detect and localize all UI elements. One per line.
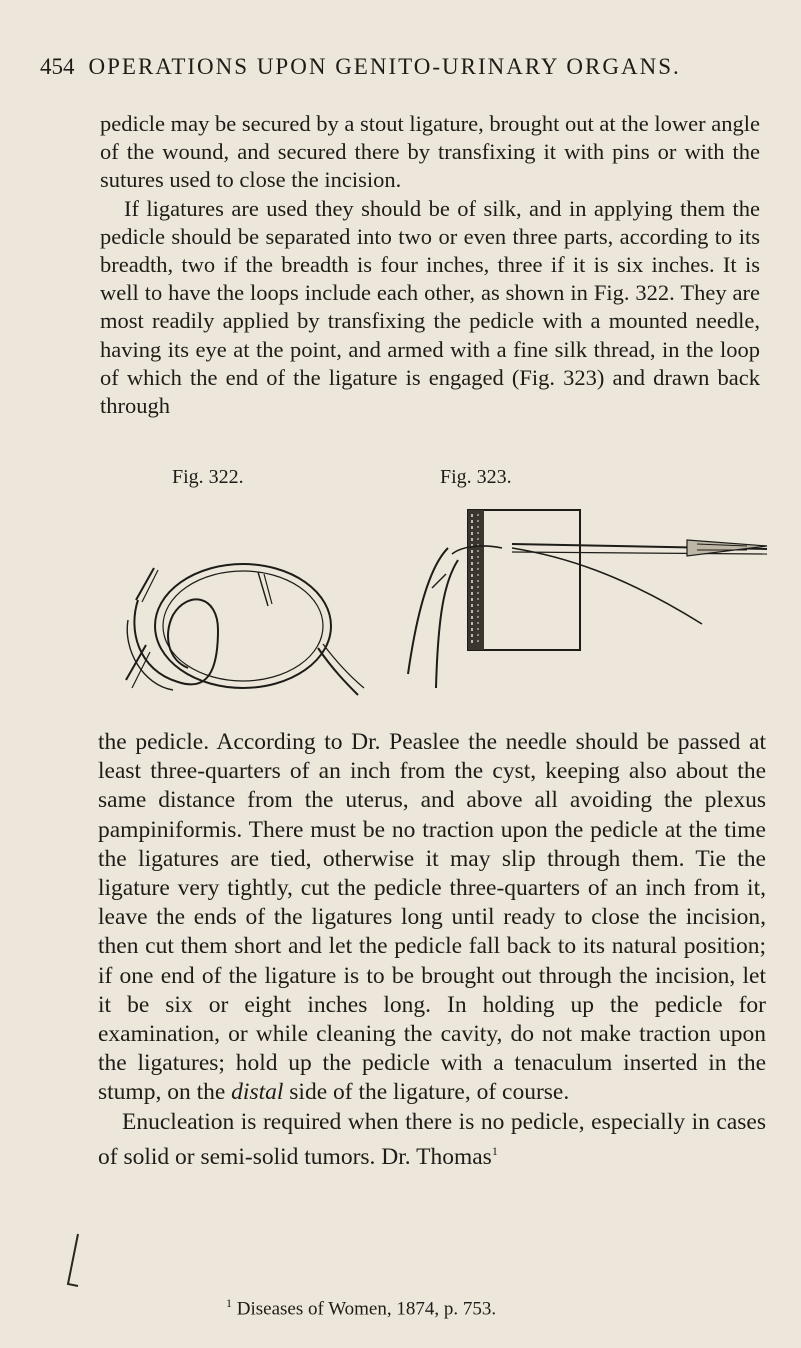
text-block-bottom <box>98 728 766 1172</box>
margin-bracket-mark <box>62 1230 82 1290</box>
fig-322-illustration <box>118 560 403 715</box>
fig-322-left-loop <box>134 599 218 684</box>
page-number: 454 <box>40 54 75 79</box>
footnote <box>226 1296 496 1320</box>
chapter-title: OPERATIONS UPON GENITO-URINARY ORGANS. <box>88 54 681 79</box>
fig-322-label: Fig. 322. <box>172 466 244 488</box>
paragraph-ligatures: If ligatures are used they should be of silk, and in applying them the pedicle should be separated into two or even three parts, according to its breadth, two if the breadth is four inches, three if it is six inches. It is well to have the loops include each other, as shown in Fig. 322. They are most readily applied by transfixing the pedicle with a mounted needle, having its eye at the point, and armed with a fine silk thread, in the loop of which the end of the ligature is engaged (Fig. 323) and drawn back through <box>100 195 760 419</box>
text-block-top <box>100 110 760 420</box>
paragraph-continued: pedicle may be secured by a stout ligature, brought out at the lower angle of the wound, and secured there by transfixing it with pins or with the sutures used to close the incision. <box>100 111 760 193</box>
fig-322-ligature-end <box>318 648 358 695</box>
paragraph-peaslee: the pedicle. According to Dr. Peaslee the needle should be passed at least three-quarters of an inch from the cyst, keeping also about the same distance from the uterus, and above all avoiding the plexus pampiniformis. There must be no traction upon the pedicle at the time the ligatures are tied, otherwise it may slip through them. Tie the ligature very tightly, cut the pedicle three-quarters of an inch from it, leave the ends of the ligatures long until ready to close the incision, then cut them short and let the pedicle fall back to its natural position; if one end of the ligature is to be brought out through the incision, let it be six or eight inches long. In holding up the pedicle for examination, or while cleaning the cavity, do not make traction upon the ligatures; hold up the pedicle with a tenaculum inserted in the stump, on the distal side of the ligature, of course. <box>98 729 766 1106</box>
fig-323-label: Fig. 323. <box>440 466 512 488</box>
footnote-marker: 1 <box>226 1296 232 1310</box>
footnote-reference: 1 <box>491 1143 498 1158</box>
paragraph-enucleation: Enucleation is required when there is no pedicle, especially in cases of solid or semi-solid tumors. Dr. Thomas$^1$ <box>98 1108 766 1170</box>
fig-323-pedicle <box>468 510 580 650</box>
fig-322-large-loop <box>155 564 331 688</box>
footnote-text: Diseases of Women, 1874, p. 753. <box>236 1298 497 1320</box>
running-head <box>40 54 681 80</box>
fig-323-illustration <box>402 504 772 704</box>
italic-distal: distal <box>231 1079 284 1106</box>
